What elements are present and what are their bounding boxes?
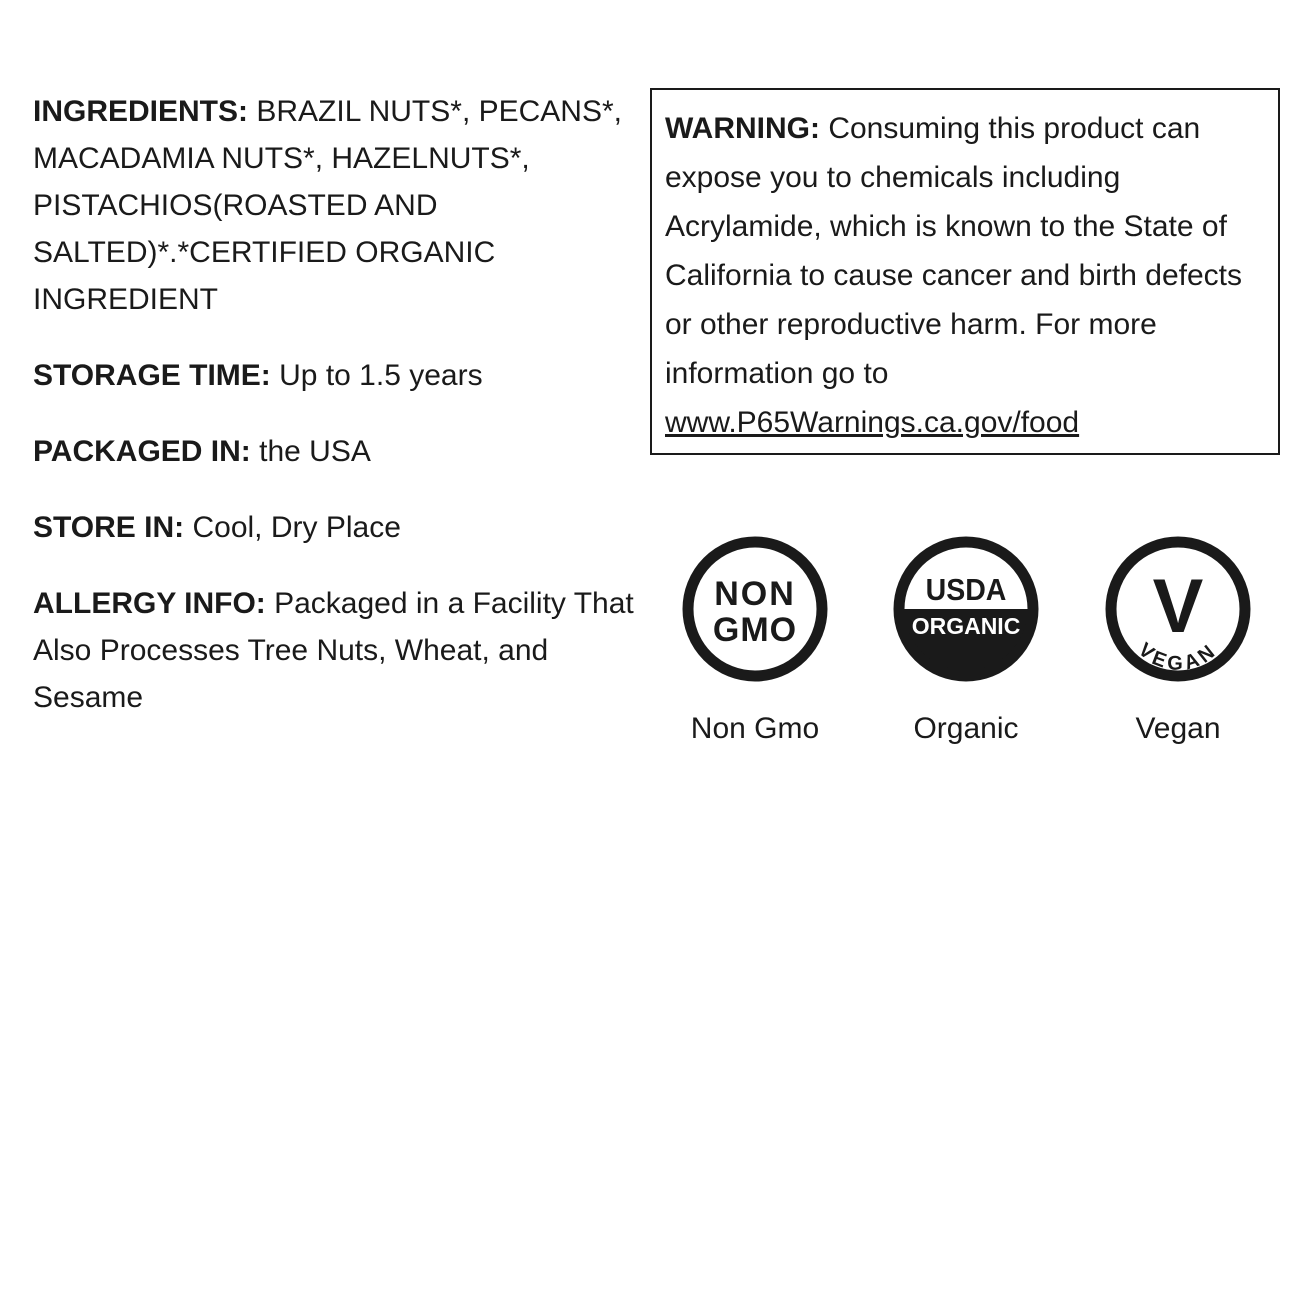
ingredients-text: BRAZIL NUTS*, PECANS*, MACADAMIA NUTS*, HAZELNUTS*, PISTACHIOS(ROASTED AND SALTED)*.*CERTIFIED ORGANIC INGREDIENT [33, 95, 622, 316]
prop65-warning-box [650, 88, 1280, 455]
packaged-in-label: PACKAGED IN: [33, 435, 251, 468]
vegan-arc-text: VEGAN [1133, 638, 1223, 675]
non-gmo-icon [680, 534, 830, 684]
vegan-badge [1078, 534, 1278, 746]
store-in-info [33, 504, 643, 551]
usda-text: USDA [925, 572, 1007, 608]
allergy-text: Packaged in a Facility That Also Processes Tree Nuts, Wheat, and Sesame [33, 587, 634, 714]
p65-warnings-link[interactable]: www.P65Warnings.ca.gov/food [665, 406, 1080, 439]
product-info-column [33, 88, 643, 721]
non-gmo-line2: GMO [712, 611, 798, 649]
store-in-text: Cool, Dry Place [184, 511, 401, 544]
storage-time-info [33, 352, 643, 399]
storage-time-label: STORAGE TIME: [33, 359, 271, 392]
warning-text: Consuming this product can expose you to chemicals including Acrylamide, which is known to the State of California to cause cancer and birth defects or other reproductive harm. For more information go to [665, 112, 1242, 390]
organic-caption: Organic [913, 712, 1019, 745]
non-gmo-badge [655, 534, 855, 746]
store-in-label: STORE IN: [33, 511, 185, 544]
certification-badges [650, 534, 1290, 754]
usda-organic-icon [891, 534, 1041, 684]
organic-badge [866, 534, 1066, 746]
vegan-v-letter: V [1152, 564, 1204, 649]
organic-band-text: ORGANIC [911, 613, 1021, 639]
storage-time-text: Up to 1.5 years [270, 359, 483, 392]
vegan-icon [1103, 534, 1253, 684]
ingredients-info [33, 88, 643, 323]
vegan-caption: Vegan [1135, 712, 1221, 745]
allergy-label: ALLERGY INFO: [33, 587, 266, 620]
ingredients-label: INGREDIENTS: [33, 95, 249, 128]
packaged-in-info [33, 428, 643, 475]
allergy-info [33, 580, 643, 721]
packaged-in-text: the USA [250, 435, 371, 468]
non-gmo-line1: NON [714, 575, 796, 613]
warning-label: WARNING: [665, 112, 820, 145]
non-gmo-caption: Non Gmo [690, 712, 820, 745]
